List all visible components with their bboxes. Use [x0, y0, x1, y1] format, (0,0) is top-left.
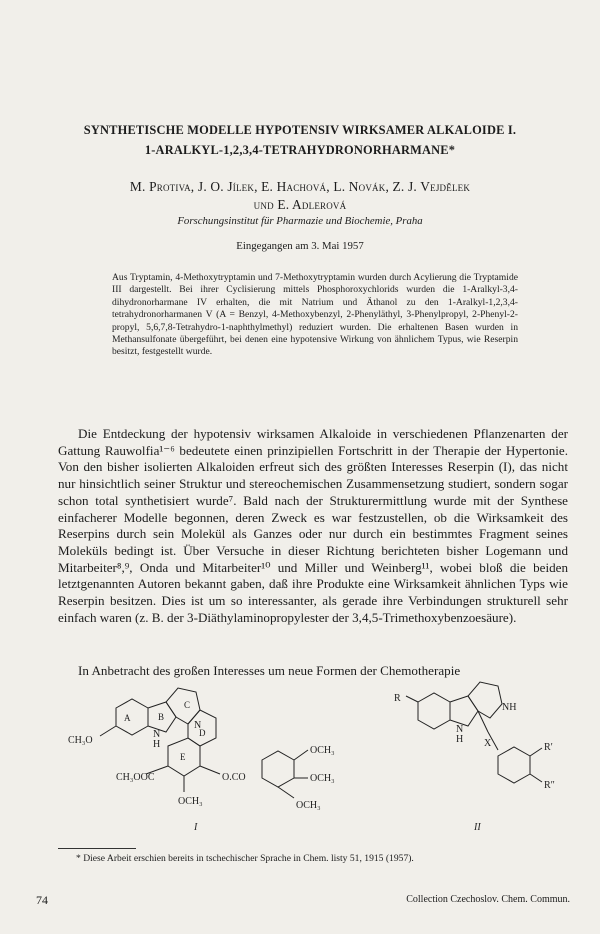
label-ch3o: CH₃O — [68, 735, 93, 746]
caption-structure-ii: II — [474, 822, 481, 833]
label-och3-mid: OCH₃ — [310, 773, 335, 784]
label-och3-top: OCH₃ — [310, 745, 335, 756]
received-date: Eingegangen am 3. Mai 1957 — [236, 240, 364, 252]
authors-line-2: und E. Adlerová — [253, 197, 347, 212]
label-h: H — [153, 739, 161, 750]
label-h-ii: H — [456, 734, 464, 745]
abstract: Aus Tryptamin, 4-Methoxytryptamin und 7-Methoxytryptamin wurden durch Acylierung die Tryptamide III dargestellt. Bei ihrer Cyclisierung mittels Phosphoroxychlorids wurden die 1-Aralkyl-3,4-dihydronorharmane IV erhalten, die mit Natrium und Äthanol zu den 1-Aralkyl-1,2,3,4-tetrahydronorharmanen V (A = Benzyl, 4-Methoxybenzyl, 2-Phenyläthyl, 3-Phenylpropyl, 2-Phenyl-2-propyl, 5,6,7,8-Tetrahydro-1-naphthylmethyl) reduziert wurden. Die erhaltenen Basen wurden in Methansulfonate übergeführt, bei denen eine hypotensive Wirkung von ähnlichem Typus, wie Reserpin besitzt, festgestellt wurde. — [112, 272, 518, 358]
ring-label-a: A — [124, 713, 131, 723]
structure-reserpine — [68, 688, 335, 833]
caption-structure-i: I — [194, 822, 198, 833]
body-paragraph-2: In Anbetracht des großen Interesses um neue Formen der Chemotherapie — [78, 663, 461, 678]
label-nh: NH — [502, 702, 517, 713]
structure-general — [394, 682, 555, 833]
label-x: X — [484, 738, 492, 749]
authors-line-1: M. Protiva, J. O. Jílek, E. Hachová, L. Novák, Z. J. Vejdělek — [129, 179, 471, 194]
label-r: R — [394, 693, 401, 704]
label-r-double-prime: R″ — [544, 780, 555, 791]
journal-name: Collection Czechoslov. Chem. Commun. — [406, 894, 570, 905]
ring-label-d: D — [199, 728, 206, 738]
ring-label-e: E — [180, 752, 186, 762]
footnote-rule — [58, 848, 136, 849]
label-och3-c: OCH₃ — [178, 796, 203, 807]
title-line-1: SYNTHETISCHE MODELLE HYPOTENSIV WIRKSAMER ALKALOIDE I. — [83, 123, 517, 137]
label-n-ii: N — [456, 724, 464, 735]
label-n-indole: N — [153, 729, 161, 740]
label-r-prime: R′ — [544, 742, 553, 753]
page-number: 74 — [36, 893, 48, 907]
title-line-2: 1-ARALKYL-1,2,3,4-TETRAHYDRONORHARMANE* — [144, 143, 456, 157]
ring-label-c: C — [184, 700, 191, 710]
footnote: * Diese Arbeit erschien bereits in tschechischer Sprache in Chem. listy 51, 1915 (1957). — [76, 853, 414, 864]
chemical-structures — [54, 680, 574, 840]
label-och3-bottom: OCH₃ — [296, 800, 321, 811]
label-ester: CH₃OOC — [116, 772, 155, 783]
label-n-ring: N — [194, 720, 202, 731]
ring-label-b: B — [158, 712, 165, 722]
institute: Forschungsinstitut für Pharmazie und Biochemie, Praha — [177, 215, 423, 227]
label-oco: O.CO — [222, 772, 246, 783]
body-paragraph-1: Die Entdeckung der hypotensiv wirksamen Alkaloide in verschiedenen Pflanzenarten der Gattung Rauwolfia¹⁻⁶ bedeutete einen prinzipiellen Fortschritt in der Therapie der Hypertonie. Von den bisher isolierten Alkaloiden erfreut sich des größten Interesses Reserpin (I), das nicht nur hinsichtlich seiner Struktur und stereochemischen Zusammensetzung studiert, sondern sogar schon total synthetisiert wurde⁷. Bald nach der Strukturermittlung wurde mit der Synthese einfacherer Modelle begonnen, deren Zweck es war festzustellen, ob die Wirksamkeit des Reserpins durch sein Molekül als Ganzes oder nur durch ein bestimmtes Fragment seines Moleküls bedingt ist. Über Versuche in dieser Richtung berichteten bisher Logemann und Mitarbeiter⁸,⁹, Onda und Mitarbeiter¹⁰ und Miller und Weinberg¹¹, wobei bloß die beiden letztgenannten Autoren bekannt gaben, daß ihre Produkte eine Wirksamkeit ähnlichen Typs wie Reserpin besitzen. Dies ist um so interessanter, als gerade ihre Verbindungen strukturell sehr einfach waren (z. B. der 3-Diäthylaminopropylester der 3,4,5-Trimethoxybenzoesäure). — [58, 426, 568, 625]
